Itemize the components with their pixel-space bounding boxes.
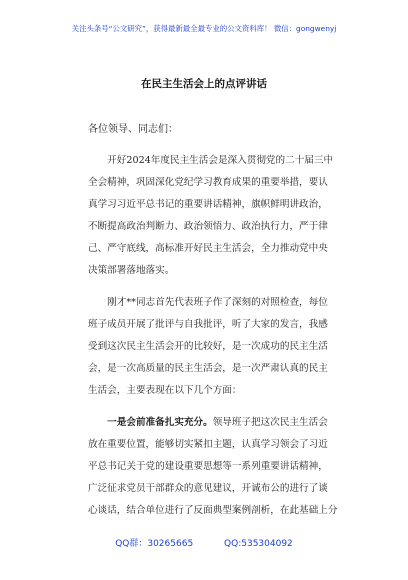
paragraph-line: 平总书记关于党的建设重要思想等一系列重要讲话精神，	[88, 461, 328, 472]
paragraph-line: 真学习习近平总书记的重要讲话精神，旗帜鲜明讲政治，	[88, 199, 328, 210]
paragraph-line: 不断提高政治判断力、政治领悟力、政治执行力，严于律	[88, 221, 328, 232]
section-lead: 一是会前准备扎实充分。	[88, 417, 213, 428]
footer-contact	[0, 536, 408, 549]
paragraph-line: 班子成员开展了批评与自我批评，听了大家的发言，我感	[88, 319, 328, 330]
paragraph-line: 受到这次民主生活会开的比较好，是一次成功的民主生活	[88, 341, 328, 352]
qq-group-text: QQ群：30265665	[115, 539, 194, 549]
qq-number-text: QQ:535304092	[224, 539, 293, 549]
paragraph-3	[88, 412, 342, 522]
paragraph-line: 己、严守底线，高标准开好民主生活会，全力推动党中央	[88, 243, 328, 254]
document-title: 在民主生活会上的点评讲话	[141, 78, 267, 90]
paragraph-line: 心谈话，结合单位进行了反面典型案例剖析，在此基础上分	[88, 505, 338, 516]
paragraph-2	[88, 292, 342, 402]
paragraph-line: 全会精神，巩固深化党纪学习教育成果的重要举措，要认	[88, 177, 328, 188]
paragraph-line: 开好2024年度民主生活会是深入贯彻党的二十届三中	[88, 155, 334, 166]
top-banner: 关注头条号“公文研究”，获得最新最全最专业的公文资料库！ 微信：gongwenyj	[71, 24, 337, 33]
paragraph-line: 放在重要位置，能够切实紧扣主题，认真学习领会了习近	[88, 439, 328, 450]
paragraph-line: 生活会，主要表现在以下几个方面：	[88, 385, 242, 396]
paragraph-line: 会，是一次高质量的民主生活会，是一次严肃认真的民主	[88, 363, 328, 374]
paragraph-line: 决策部署落地落实。	[88, 265, 175, 276]
paragraph-line: 刚才**同志首先代表班子作了深刻的对照检查，每位	[88, 297, 328, 308]
lead-continuation: 领导班子把这次民主生活会	[212, 417, 328, 428]
paragraph-1	[88, 150, 342, 282]
salutation: 各位领导、同志们：	[88, 124, 178, 135]
paragraph-line: 广泛征求党员干部群众的意见建议，开诚布公的进行了谈	[88, 483, 328, 494]
paragraph-line	[88, 412, 342, 434]
